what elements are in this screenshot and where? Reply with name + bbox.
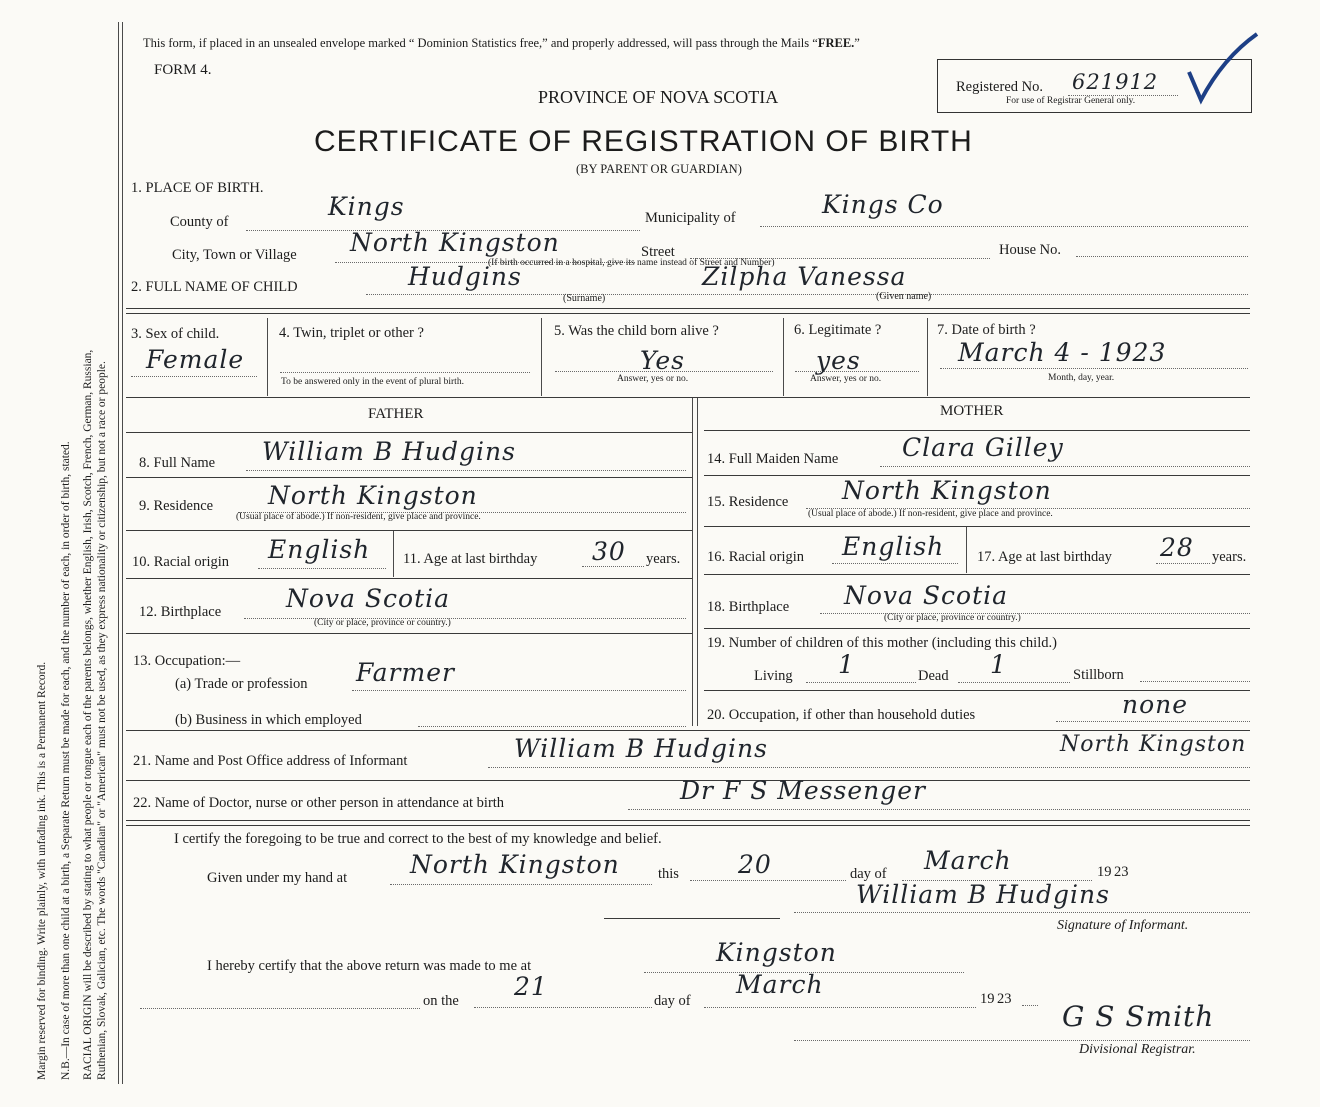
father-trade-value: Farmer xyxy=(356,658,455,687)
mother-residence-label: 15. Residence xyxy=(707,494,789,510)
city-label: City, Town or Village xyxy=(172,247,297,263)
mother-residence-note: (Usual place of abode.) If non-resident, give place and province. xyxy=(808,509,1053,519)
date-of-birth-value: March 4 - 1923 xyxy=(958,338,1167,367)
father-business-label: (b) Business in which employed xyxy=(175,712,362,728)
doctor-label: 22. Name of Doctor, nurse or other person in attendance at birth xyxy=(133,795,505,811)
house-label: House No. xyxy=(999,242,1062,258)
mother-birthplace-note: (City or place, province or country.) xyxy=(884,613,1021,623)
father-occupation-label: 13. Occupation:— xyxy=(133,653,241,669)
born-alive-value: Yes xyxy=(640,346,685,375)
father-heading: FATHER xyxy=(368,406,424,422)
on-year-value: 23 xyxy=(997,991,1012,1007)
legitimate-value: yes xyxy=(816,346,861,375)
sex-label: 3. Sex of child. xyxy=(131,326,220,342)
mother-birthplace-value: Nova Scotia xyxy=(844,581,1009,610)
doctor-value: Dr F S Messenger xyxy=(680,776,927,805)
mail-notice: This form, if placed in an unsealed envelope marked “ Dominion Statistics free,” and properly addressed, will pass through the Mails “FREE.” xyxy=(143,36,860,50)
living-label: Living xyxy=(754,668,793,684)
given-name-value: Zilpha Vanessa xyxy=(702,262,907,291)
mother-residence-value: North Kingston xyxy=(842,476,1052,505)
twin-label: 4. Twin, triplet or other ? xyxy=(279,325,424,341)
on-day-value: 21 xyxy=(514,972,548,1001)
on-month-value: March xyxy=(736,970,824,999)
certificate-title: CERTIFICATE OF REGISTRATION OF BIRTH xyxy=(314,125,973,158)
father-trade-label: (a) Trade or profession xyxy=(175,676,308,692)
given-year-value: 23 xyxy=(1114,864,1129,880)
hospital-note: (If birth occurred in a hospital, give its name instead of Street and Number) xyxy=(488,258,775,268)
informant-label: 21. Name and Post Office address of Informant xyxy=(133,753,408,769)
mother-racial-label: 16. Racial origin xyxy=(707,549,805,565)
city-value: North Kingston xyxy=(350,228,560,257)
dead-label: Dead xyxy=(918,668,949,684)
rule xyxy=(126,308,1250,309)
mother-birthplace-label: 18. Birthplace xyxy=(707,599,790,615)
mother-occupation-value: none xyxy=(1122,690,1189,719)
mother-age-value: 28 xyxy=(1160,533,1194,562)
informant-address-value: North Kingston xyxy=(1060,732,1247,757)
this-label: this xyxy=(658,866,679,882)
date-of-birth-note: Month, day, year. xyxy=(1048,373,1115,383)
mother-years-label: years. xyxy=(1212,549,1247,565)
registrar-note: For use of Registrar General only. xyxy=(1006,96,1136,106)
check-mark-icon xyxy=(1183,28,1263,108)
informant-signature: William B Hudgins xyxy=(856,880,1110,909)
sex-value: Female xyxy=(146,345,245,374)
registered-number: 621912 xyxy=(1072,70,1159,94)
margin-rule xyxy=(118,22,119,1084)
mother-age-label: 17. Age at last birthday xyxy=(977,549,1112,565)
given-name-note: (Given name) xyxy=(876,291,932,302)
registered-label: Registered No. xyxy=(956,79,1043,95)
given-day-value: 20 xyxy=(738,850,772,879)
province-title: PROVINCE OF NOVA SCOTIA xyxy=(538,87,779,107)
rule xyxy=(126,313,1250,314)
place-of-birth-label: 1. PLACE OF BIRTH. xyxy=(131,180,264,196)
given-month-value: March xyxy=(924,846,1012,875)
informant-name-value: William B Hudgins xyxy=(514,734,768,763)
full-name-label: 2. FULL NAME OF CHILD xyxy=(131,279,298,295)
father-name-label: 8. Full Name xyxy=(139,455,216,471)
day-of-label: day of xyxy=(850,866,887,882)
municipality-value: Kings Co xyxy=(822,190,944,219)
municipality-label: Municipality of xyxy=(645,210,736,226)
given-year-prefix: 19 xyxy=(1097,864,1112,880)
certify-statement: I certify the foregoing to be true and correct to the best of my knowledge and belief. xyxy=(174,831,662,847)
father-age-value: 30 xyxy=(592,537,626,566)
on-year-prefix: 19 xyxy=(980,991,995,1007)
father-age-label: 11. Age at last birthday xyxy=(403,551,538,567)
registrar-signature: G S Smith xyxy=(1062,1000,1215,1033)
given-at-value: North Kingston xyxy=(410,850,620,879)
surname-value: Hudgins xyxy=(408,262,522,291)
mother-heading: MOTHER xyxy=(940,403,1004,419)
born-alive-label: 5. Was the child born alive ? xyxy=(554,323,719,339)
returned-at-value: Kingston xyxy=(716,938,837,967)
children-label: 19. Number of children of this mother (including this child.) xyxy=(707,635,1057,651)
hereby-certify-label: I hereby certify that the above return was made to me at xyxy=(207,958,532,974)
margin-note-binding: Margin reserved for binding. Write plainly, with unfading ink. This is a Permanent Record. xyxy=(36,661,48,1080)
surname-note: (Surname) xyxy=(563,293,606,304)
county-value: Kings xyxy=(328,192,405,221)
father-racial-value: English xyxy=(268,535,371,564)
street-label: Street xyxy=(641,244,675,260)
date-of-birth-label: 7. Date of birth ? xyxy=(937,322,1036,338)
form-number: FORM 4. xyxy=(154,62,212,78)
father-years-label: years. xyxy=(646,551,681,567)
father-residence-label: 9. Residence xyxy=(139,498,214,514)
born-alive-note: Answer, yes or no. xyxy=(617,374,689,384)
mother-name-value: Clara Gilley xyxy=(902,433,1064,462)
father-birthplace-note: (City or place, province or country.) xyxy=(314,618,451,628)
father-birthplace-label: 12. Birthplace xyxy=(139,604,222,620)
father-residence-value: North Kingston xyxy=(268,481,478,510)
father-birthplace-value: Nova Scotia xyxy=(286,584,451,613)
mother-occupation-label: 20. Occupation, if other than household duties xyxy=(707,707,976,723)
stillborn-label: Stillborn xyxy=(1073,667,1124,683)
mother-racial-value: English xyxy=(842,532,945,561)
county-label: County of xyxy=(170,214,229,230)
mother-name-label: 14. Full Maiden Name xyxy=(707,451,839,467)
given-under-label: Given under my hand at xyxy=(207,870,348,886)
margin-note-racial-2: Ruthenian, Slovak, Galician, etc. The words "Canadian" or "American" must not be used, as they express nationality or citizenship, but not a race or people. xyxy=(96,361,108,1080)
margin-note-racial: RACIAL ORIGIN will be described by stating to what people or tongue each of the parents belongs, whether English, Irish, Scotch, French, German, Russian, xyxy=(82,349,94,1080)
father-racial-label: 10. Racial origin xyxy=(132,554,230,570)
certificate-subtitle: (BY PARENT OR GUARDIAN) xyxy=(576,162,742,176)
legitimate-note: Answer, yes or no. xyxy=(810,374,882,384)
twin-note: To be answered only in the event of plural birth. xyxy=(281,377,464,387)
signature-informant-label: Signature of Informant. xyxy=(1057,918,1189,933)
living-value: 1 xyxy=(838,650,855,679)
divisional-registrar-label: Divisional Registrar. xyxy=(1079,1042,1196,1057)
day-of-2-label: day of xyxy=(654,993,691,1009)
father-name-value: William B Hudgins xyxy=(262,437,516,466)
margin-rule-2 xyxy=(122,22,123,1084)
legitimate-label: 6. Legitimate ? xyxy=(794,322,882,338)
father-residence-note: (Usual place of abode.) If non-resident, give place and province. xyxy=(236,512,481,522)
on-the-label: on the xyxy=(423,993,459,1009)
dead-value: 1 xyxy=(990,650,1007,679)
margin-note-plural: N.B.—In case of more than one child at a birth, a Separate Return must be made for each, and the number of each, in order of birth, stated. xyxy=(60,441,72,1080)
